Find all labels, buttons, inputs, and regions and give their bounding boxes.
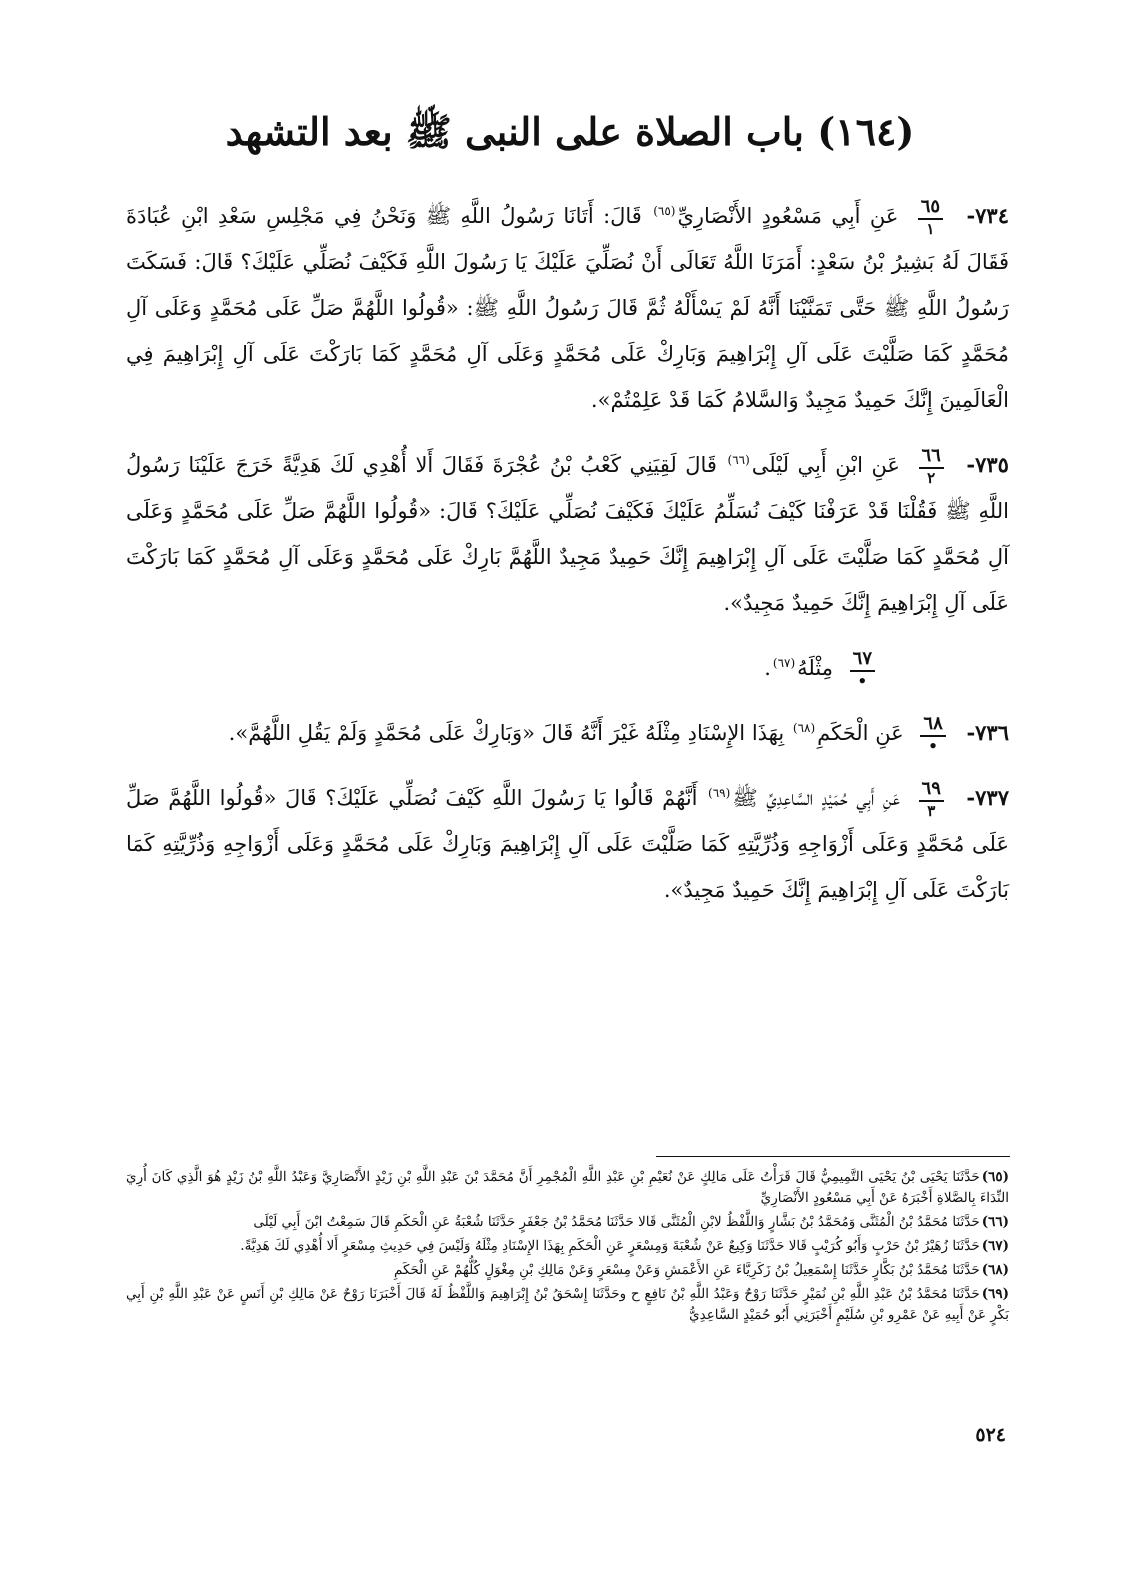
hadith-text: بِهَذَا الإِسْنَادِ مِثْلَهُ غَيْرَ أَنَّهُ قَالَ «وَبَارِكْ عَلَى مُحَمَّدٍ وَلَمْ يَقُلِ اللَّهُمَّ».: [228, 721, 785, 745]
footnote-text: حَدَّثَنَا مُحَمَّدُ بْنُ الْمُثَنَّى وَمُحَمَّدُ بْنُ بَشَّارٍ وَاللَّفْظُ لابْنِ الْمُثَنَّى قَالا حَدَّثَنَا مُحَمَّدُ بْنُ جَعْفَرٍ حَدَّثَنَا شُعْبَةُ عَنِ الْحَكَمِ قَالَ سَمِعْتُ ابْنَ أَبِي لَيْلَى: [253, 1214, 980, 1230]
frac-top: ٦٥: [918, 198, 943, 220]
frac-top: ٦٨: [920, 715, 945, 737]
hadith-narrator: عَنِ ابْنِ أَبِي لَيْلَى: [751, 453, 900, 477]
footnotes: [126, 1167, 1009, 1329]
footnote-text: حَدَّثَنَا يَحْيَى بْنُ يَحْيَى التَّمِيمِيُّ قَالَ قَرَأْتُ عَلَى مَالِكٍ عَنْ نُعَيْمِ بْنِ عَبْدِ اللَّهِ الْمُجْمِرِ أَنَّ مُحَمَّدَ بْنَ عَبْدِ اللَّهِ بْنِ زَيْدٍ الأَنْصَارِيَّ وَعَبْدُ اللَّهِ بْنُ زَيْدٍ هُوَ الَّذِي كَانَ أُرِيَ النِّدَاءَ بِالصَّلاةِ أَخْبَرَهُ عَنْ أَبِي مَسْعُودٍ الأَنْصَارِيِّ: [126, 1169, 1009, 1206]
footnote-68: [126, 1260, 1009, 1281]
footnote-number: (٦٩): [981, 1286, 1009, 1302]
hadith-mithluhu: [126, 640, 1009, 691]
cross-ref-fraction: [918, 198, 943, 237]
footnote-ref: (٦٧): [772, 656, 796, 670]
footnote-text: حَدَّثَنَا زُهَيْرُ بْنُ حَرْبٍ وَأَبُو كُرَيْبٍ قَالا حَدَّثَنَا وَكِيعٌ عَنْ شُعْبَةَ وَمِسْعَرٍ عَنِ الْحَكَمِ بِهَذَا الإِسْنَادِ مِثْلَهُ وَلَيْسَ فِي حَدِيثِ مِسْعَرٍ أَلا أُهْدِي لَكَ هَدِيَّةً.: [240, 1238, 980, 1254]
hadith-734: [126, 188, 1009, 423]
footnote-ref: (٦٨): [792, 721, 816, 735]
chapter-title: (١٦٤) باب الصلاة على النبى ﷺ بعد التشهد: [225, 109, 915, 154]
hadith-735: [126, 437, 1009, 626]
hadith-736: [126, 705, 1009, 756]
footnote-separator: [656, 1156, 1010, 1157]
page-number: ٥٢٤: [975, 1424, 1006, 1446]
footnote-65: [126, 1167, 1009, 1209]
frac-bottom: •: [928, 737, 938, 755]
frac-top: ٦٧: [850, 650, 875, 672]
hadith-number: ٧٣٥-: [966, 452, 1009, 477]
frac-top: ٦٦: [919, 447, 944, 469]
footnote-67: [126, 1236, 1009, 1257]
hadith-narrator: عَنِ الْحَكَمِ: [817, 721, 904, 745]
cross-ref-fraction: [919, 780, 944, 819]
hadith-narrator: عَنِ أَبِي مَسْعُودٍ الأَنْصَارِيِّ: [677, 204, 899, 228]
hadith-text: قَالَ: أَتَانَا رَسُولُ اللَّهِ ﷺ وَنَحْنُ فِي مَجْلِسِ سَعْدِ ابْنِ عُبَادَةَ فَقَالَ لَهُ بَشِيرُ بْنُ سَعْدٍ: أَمَرَنَا اللَّهُ تَعَالَى أَنْ نُصَلِّيَ عَلَيْكَ يَا رَسُولَ اللَّهِ فَكَيْفَ نُصَلِّي عَلَيْكَ؟ قَالَ: فَسَكَتَ رَسُولُ اللَّهِ ﷺ حَتَّى تَمَنَّيْنَا أَنَّهُ لَمْ يَسْأَلْهُ ثُمَّ قَالَ رَسُولُ اللَّهِ ﷺ: «قُولُوا اللَّهُمَّ صَلِّ عَلَى مُحَمَّدٍ وَعَلَى آلِ مُحَمَّدٍ كَمَا صَلَّيْتَ عَلَى آلِ إِبْرَاهِيمَ وَبَارِكْ عَلَى مُحَمَّدٍ وَعَلَى آلِ مُحَمَّدٍ كَمَا بَارَكْتَ عَلَى آلِ إِبْرَاهِيمَ فِي الْعَالَمِينَ إِنَّكَ حَمِيدٌ مَجِيدٌ وَالسَّلامُ كَمَا قَدْ عَلِمْتُمْ».: [126, 204, 1009, 412]
footnote-number: (٦٧): [981, 1238, 1009, 1254]
frac-bottom: ١: [926, 220, 935, 238]
frac-bottom: •: [857, 672, 868, 690]
cross-ref-fraction: [919, 447, 944, 486]
hadith-text: .: [764, 656, 771, 680]
footnote-ref: (٦٩): [708, 786, 731, 800]
footnote-69: [126, 1284, 1009, 1326]
footnote-text: حَدَّثَنَا مُحَمَّدُ بْنُ بَكَّارٍ حَدَّثَنَا إِسْمَعِيلُ بْنُ زَكَرِيَّاءَ عَنِ الأَعْمَشِ وَعَنْ مِسْعَرٍ وَعَنْ مَالِكِ بْنِ مِغْوَلٍ كُلُّهُمْ عَنِ الْحَكَمِ: [394, 1262, 980, 1278]
hadith-narrator: مِثْلَهُ: [797, 656, 833, 680]
footnote-text: حَدَّثَنَا مُحَمَّدُ بْنُ عَبْدِ اللَّهِ بْنِ نُمَيْرٍ حَدَّثَنَا رَوْحٌ وَعَبْدُ اللَّهِ بْنُ نَافِعٍ ح وحَدَّثَنَا إِسْحَقُ بْنُ إِبْرَاهِيمَ وَاللَّفْظُ لَهُ قَالَ أَخْبَرَنَا رَوْحٌ عَنْ مَالِكِ بْنِ أَنَسٍ عَنْ عَبْدِ اللَّهِ بْنِ أَبِي بَكْرٍ عَنْ أَبِيهِ عَنْ عَمْرِو بْنِ سُلَيْمٍ أَخْبَرَنِي أَبُو حُمَيْدٍ السَّاعِدِيُّ: [126, 1286, 1009, 1323]
hadith-737: [126, 770, 1009, 913]
footnote-number: (٦٦): [981, 1214, 1009, 1230]
hadith-number: ٧٣٧-: [966, 785, 1009, 810]
main-text: [126, 188, 1009, 927]
cross-ref-fraction: [850, 650, 875, 689]
hadith-text: أَنَّهُمْ قَالُوا يَا رَسُولَ اللَّهِ كَيْفَ نُصَلِّي عَلَيْكَ؟ قَالَ «قُولُوا اللَّهُمَّ صَلِّ عَلَى مُحَمَّدٍ وَعَلَى أَزْوَاجِهِ وَذُرِّيَّتِهِ كَمَا صَلَّيْتَ عَلَى آلِ إِبْرَاهِيمَ وَبَارِكْ عَلَى مُحَمَّدٍ وَعَلَى أَزْوَاجِهِ وَذُرِّيَّتِهِ كَمَا بَارَكْتَ عَلَى آلِ إِبْرَاهِيمَ إِنَّكَ حَمِيدٌ مَجِيدٌ».: [126, 786, 1009, 902]
cross-ref-fraction: [920, 715, 945, 754]
footnote-ref: (٦٥): [653, 204, 676, 218]
hadith-number: ٧٣٤-: [966, 203, 1009, 228]
frac-bottom: ٣: [927, 802, 936, 820]
footnote-number: (٦٥): [981, 1169, 1009, 1185]
frac-bottom: ٢: [927, 469, 936, 487]
footnote-66: [126, 1212, 1009, 1233]
hadith-number: ٧٣٦-: [966, 720, 1009, 745]
frac-top: ٦٩: [919, 780, 944, 802]
footnote-number: (٦٨): [981, 1262, 1009, 1278]
footnote-ref: (٦٦): [727, 453, 750, 467]
hadith-text: قَالَ لَقِيَنِي كَعْبُ بْنُ عُجْرَةَ فَقَالَ أَلا أُهْدِي لَكَ هَدِيَّةً خَرَجَ عَلَيْنَا رَسُولُ اللَّهِ ﷺ فَقُلْنَا قَدْ عَرَفْنَا كَيْفَ نُسَلِّمُ عَلَيْكَ فَكَيْفَ نُصَلِّي عَلَيْكَ؟ قَالَ: «قُولُوا اللَّهُمَّ صَلِّ عَلَى مُحَمَّدٍ وَعَلَى آلِ مُحَمَّدٍ كَمَا صَلَّيْتَ عَلَى آلِ إِبْرَاهِيمَ إِنَّكَ حَمِيدٌ مَجِيدٌ اللَّهُمَّ بَارِكْ عَلَى مُحَمَّدٍ وَعَلَى آلِ مُحَمَّدٍ كَمَا بَارَكْتَ عَلَى آلِ إِبْرَاهِيمَ إِنَّكَ حَمِيدٌ مَجِيدٌ».: [126, 453, 1009, 615]
hadith-narrator: عَنِ أَبِي حُمَيْدٍ السَّاعِدِيِّ ﷺ: [732, 786, 901, 810]
